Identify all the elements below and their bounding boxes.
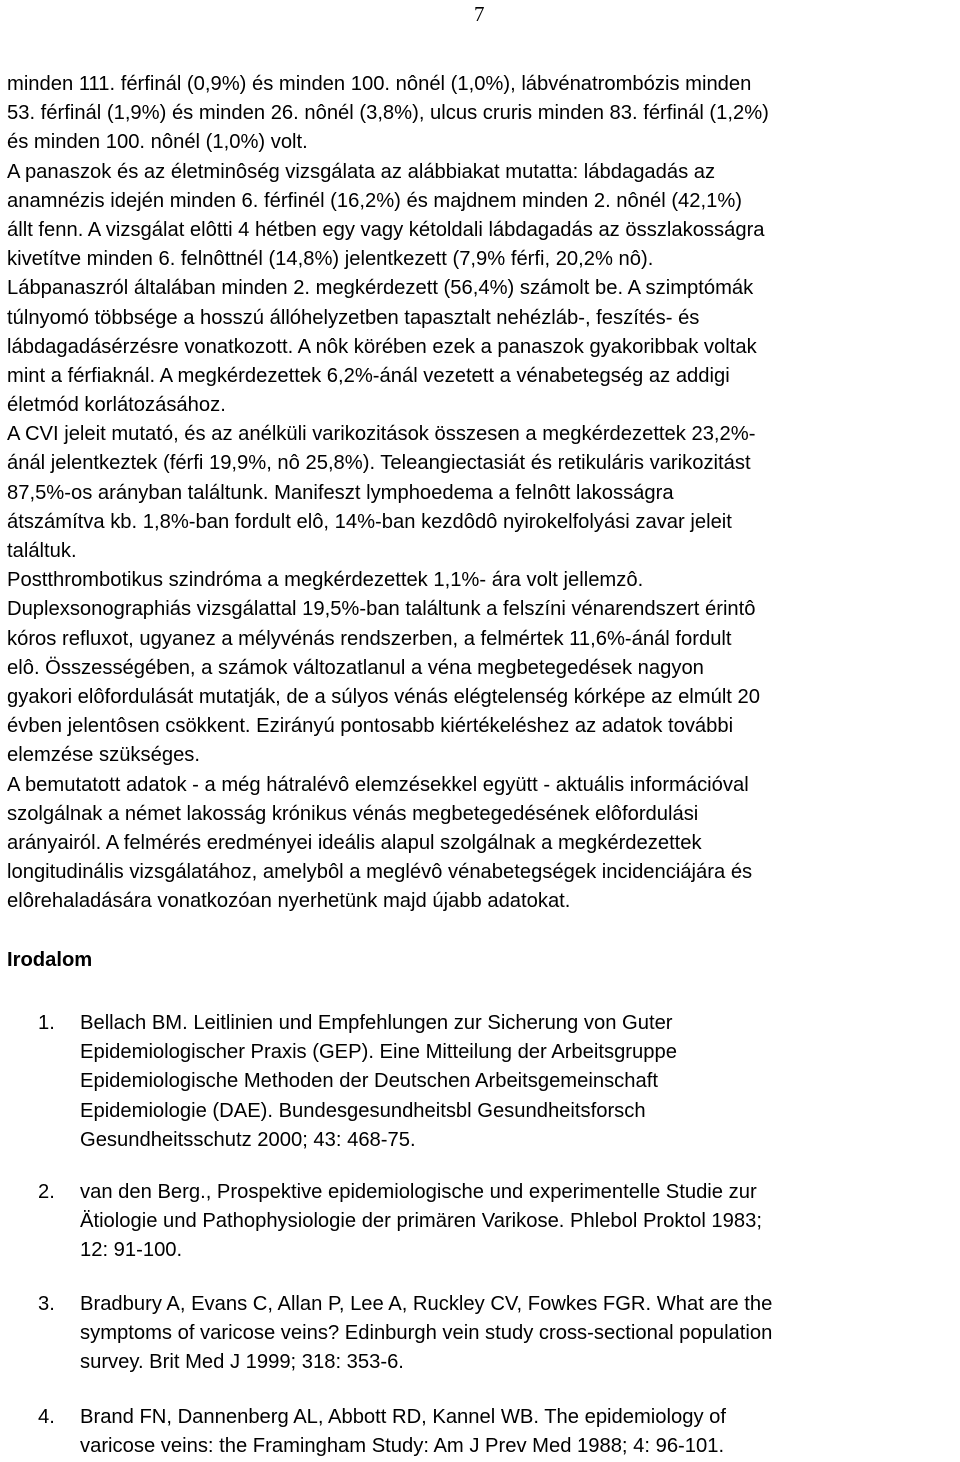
body-line: kóros refluxot, ugyanez a mélyvénás rendszerben, a felmértek 11,6%-ánál fordult	[7, 627, 732, 650]
reference-text	[80, 1009, 956, 1155]
reference-line: Epidemiologische Methoden der Deutschen Arbeitsgemeinschaft	[80, 1070, 658, 1093]
reference-line: varicose veins: the Framingham Study: Am J Prev Med 1988; 4: 96-101.	[80, 1435, 725, 1458]
body-line: anamnézis idején minden 6. férfinél (16,2%) és majdnem minden 2. nônél (42,1%)	[7, 189, 743, 212]
body-line: longitudinális vizsgálatához, amelybôl a meglévô vénabetegségek incidenciájára és	[7, 861, 753, 884]
body-line: Postthrombotikus szindróma a megkérdezettek 1,1%- ára volt jellemzô.	[7, 569, 644, 592]
body-line: ánál jelentkeztek (férfi 19,9%, nô 25,8%). Teleangiectasiát és retikuláris varikozitást	[7, 452, 751, 475]
body-line: elôrehaladására vonatkozóan nyerhetünk majd újabb adatokat.	[7, 890, 571, 913]
body-line: A CVI jeleit mutató, és az anélküli varikozitások összesen a megkérdezettek 23,2%-	[7, 423, 756, 446]
body-line: átszámítva kb. 1,8%-ban fordult elô, 14%-ban kezdôdô nyirokelfolyási zavar jeleit	[7, 510, 732, 533]
body-line: és minden 100. nônél (1,0%) volt.	[7, 131, 308, 154]
body-line: állt fenn. A vizsgálat elôtti 4 hétben egy vagy kétoldali lábdagadás az összlakosságra	[7, 218, 765, 241]
reference-number: 2.	[38, 1181, 55, 1203]
body-line: arányairól. A felmérés eredményei ideális alapul szolgálnak a megkérdezettek	[7, 831, 702, 854]
reference-line: van den Berg., Prospektive epidemiologische und experimentelle Studie zur	[80, 1181, 757, 1203]
reference-line: Bradbury A, Evans C, Allan P, Lee A, Ruckley CV, Fowkes FGR. What are the	[80, 1293, 773, 1315]
reference-line: 12: 91-100.	[80, 1239, 183, 1262]
body-line: 53. férfinál (1,9%) és minden 26. nônél (3,8%), ulcus cruris minden 83. férfinál (1,2%)	[7, 102, 769, 125]
reference-line: symptoms of varicose veins? Edinburgh vein study cross-sectional population	[80, 1322, 773, 1345]
body-line: gyakori elôfordulását mutatják, de a súlyos vénás elégtelenség kórképe az elmúlt 20	[7, 685, 760, 708]
reference-number: 1.	[38, 1012, 55, 1034]
body-line: 87,5%-os arányban találtunk. Manifeszt lymphoedema a felnôtt lakosságra	[7, 481, 674, 504]
body-line: kivetítve minden 6. felnôttnél (14,8%) jelentkezett (7,9% férfi, 20,2% nô).	[7, 248, 654, 271]
body-line: A panaszok és az életminôség vizsgálata az alábbiakat mutatta: lábdagadás az	[7, 160, 716, 183]
reference-line: Bellach BM. Leitlinien und Empfehlungen zur Sicherung von Guter	[80, 1012, 673, 1034]
body-line: szolgálnak a német lakosság krónikus vénás megbetegedésének elôfordulási	[7, 802, 699, 825]
reference-line: Brand FN, Dannenberg AL, Abbott RD, Kannel WB. The epidemiology of	[80, 1406, 726, 1428]
body-line: mint a férfiaknál. A megkérdezettek 6,2%-ánál vezetett a vénabetegség az addigi	[7, 364, 730, 387]
reference-text	[80, 1403, 956, 1461]
page-number: 7	[474, 2, 485, 26]
body-text	[7, 70, 955, 916]
reference-text	[80, 1178, 956, 1266]
body-line: életmód korlátozásához.	[7, 394, 226, 417]
references-heading: Irodalom	[7, 949, 93, 971]
body-line: Lábpanaszról általában minden 2. megkérdezett (56,4%) számolt be. A szimptómák	[7, 277, 754, 300]
reference-line: Ätiologie und Pathophysiologie der primären Varikose. Phlebol Proktol 1983;	[80, 1210, 762, 1233]
reference-line: survey. Brit Med J 1999; 318: 353-6.	[80, 1351, 404, 1374]
body-line: A bemutatott adatok - a még hátralévô elemzésekkel együtt - aktuális információval	[7, 773, 749, 796]
body-line: minden 111. férfinál (0,9%) és minden 100. nônél (1,0%), lábvénatrombózis minden	[7, 73, 752, 95]
body-line: lábdagadásérzésre vonatkozott. A nôk körében ezek a panaszok gyakoribbak voltak	[7, 335, 757, 358]
body-line: elemzése szükséges.	[7, 744, 200, 767]
body-line: elô. Összességében, a számok változatlanul a véna megbetegedések nagyon	[7, 656, 704, 679]
reference-number: 4.	[38, 1406, 55, 1428]
body-line: találtuk.	[7, 540, 77, 562]
body-line: évben jelentôsen csökkent. Ezirányú pontosabb kiértékeléshez az adatok további	[7, 715, 734, 738]
reference-line: Gesundheitsschutz 2000; 43: 468-75.	[80, 1128, 416, 1151]
reference-line: Epidemiologie (DAE). Bundesgesundheitsbl Gesundheitsforsch	[80, 1099, 646, 1122]
reference-number: 3.	[38, 1293, 55, 1315]
body-line: Duplexsonographiás vizsgálattal 19,5%-ban találtunk a felszíni vénarendszert érintô	[7, 598, 756, 621]
body-line: túlnyomó többsége a hosszú állóhelyzetben tapasztalt nehézláb-, feszítés- és	[7, 306, 700, 329]
reference-line: Epidemiologischer Praxis (GEP). Eine Mitteilung der Arbeitsgruppe	[80, 1041, 677, 1064]
reference-text	[80, 1290, 956, 1378]
